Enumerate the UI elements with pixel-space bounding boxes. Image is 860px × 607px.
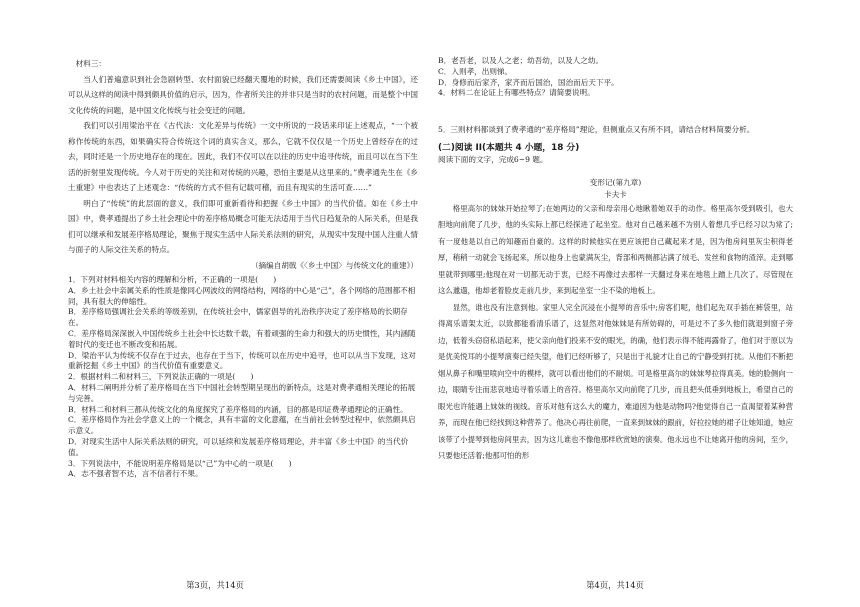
right-column <box>438 56 793 465</box>
story-author: 卡夫卡 <box>604 189 627 199</box>
question-2-option-b: B．材料二和材料三都从传统文化的角度探究了差序格局的内涵，目的都是印证费孝通理论的正确性。 <box>68 404 408 414</box>
question-1: 1．下列对材料相关内容的理解和分析，不正确的一项是( ) <box>68 275 277 284</box>
question-3: 3．下列说法中，不能说明差序格局是以“己”为中心的一项是( ) <box>68 458 292 468</box>
question-2-option-a: A．材料二阐明并分析了差序格局在当下中国社会转型期呈现出的新特点，这是对费孝通相关理论的拓展与完善。 <box>68 382 416 403</box>
question-3-option-a: A．志不强者智不达，言不信者行不果。 <box>68 469 203 479</box>
question-4: 4．材料二在论证上有哪些特点？请简要说明。 <box>438 88 595 98</box>
page-4 <box>430 0 860 607</box>
story-title: 变形记(第九章) <box>589 177 642 187</box>
story-paragraph-1: 格里高尔的妹妹开始拉琴了;在她两边的父亲和母亲用心地瞅着她双手的动作。格里高尔受到吸引，也大胆地向前爬了几步，他的头实际上都已经探进了起坐室。他对自己越来越不为别人着想几乎已经习以为常了;有一度他是以自己的知趣而自豪的。这样的时候他实在更应该把自己藏起来才是，因为他房间里灰尘积得老厚，稍稍一动就会飞扬起来，所以他身上也蒙满灰尘，背部和两侧都沾满了绒毛、发丝和食物的渣滓。走到哪里就带到哪里;他现在对一切都无动于衷，已经不再像过去那样一天翻过身来在地毯上蹭上几次了。尽管现在这么邋遢，他却老着脸皮走前几步，来到起坐室一尘不染的地板上。 <box>438 203 793 296</box>
left-column <box>68 56 418 480</box>
question-2: 2．根据材料二和材料三，下列说法正确的一项是( ) <box>68 372 254 382</box>
material-paragraph-3: 明白了“传统”的此层面的意义，我们即可重新看待和把握《乡土中国》的当代价值。如在《乡土中国》中，费孝通提出了乡土社会理论中的差序格局概念可能无法适用于当代日趋复杂的人际关系，但是我们可以继承和发展差序格局理论，聚焦于现实生活中人际关系法则的研究，从现实中发现中国人注重人情与面子的人际交往关系的特点。 <box>68 198 418 254</box>
question-2-option-c: C．差序格局作为社会学意义上的一个概念，具有丰富的文化意蕴，在当前社会转型过程中，依然颇具启示意义。 <box>68 415 416 436</box>
question-3-option-d: D．身修而后家齐，家齐而后国治，国治而后天下平。 <box>438 77 619 87</box>
question-1-option-c: C．差序格局深深嵌入中国传统乡土社会中长达数千载，有着顽强的生命力和强大的历史惯性，其内涵随着时代的变迁也不断改变和拓展。 <box>68 328 416 349</box>
material-title: 材料三： <box>75 59 106 68</box>
story-paragraph-2: 显然，谁也没有注意到他。家里人完全沉浸在小提琴的音乐中;房客们呢，他们起先双手插在裤袋里，站得离乐谱架太近，以致都能看清乐谱了，这显然对他妹妹是有所妨碍的，可是过不了多久他们就退到窗子旁边，低着头窃窃私语起来，使父亲向他们投来不安的眼光，的确，他们表示得不能再露骨了，他们对于原以为是优美悦耳的小提琴演奏已经失望，他们已经听够了，只是出于礼貌才让自己的宁静受到打扰。从他们不断把烟从鼻子和嘴里喷向空中的模样，就可以看出他们的不耐烦。可是格里高尔的妹妹琴拉得真美。她的脸侧向一边，眼睛专注而悲哀地追寻着乐谱上的音符。格里高尔又向前爬了几步，而且把头低垂到地板上，希望自己的眼光也许能遇上妹妹的视线。音乐对他有这么大的魔力，难道因为他是动物吗?他觉得自己一直渴望着某种营养，而现在他已经找到这种营养了。他决心再往前爬，一直来到妹妹的跟前，好拉拉她的裙子让她知道，她应该带了小提琴到他房间里去，因为这儿谁也不像他那样欣赏她的演奏。他永远也不让她离开他的房间，至少，只要他还活着;他那可怕的形 <box>438 302 793 461</box>
material-paragraph-2: 我们可以引用梁治平在《古代法：文化差异与传统》一文中所说的一段话来印证上述观点，“一个被称作传统的东西，如果确实符合传统这个词的真实含义，那么，它就不仅仅是一个历史上曾经存在的过去，同时还是一个历史地存在的现在。因此，我们不仅可以在以往的历史中追寻传统，而且可以在当下生活的折射里发现传统。今人对于历史的关注和对传统的兴趣，恐怕主要是从这里来的。”费孝通先生在《乡土重建》中也表达了上述观念：“传统的方式不但有记载可稽，而且有现实的生活可查……” <box>68 121 418 192</box>
question-5: 5．三则材料都谈到了费孝通的“差序格局”理论，但侧重点又有所不同，请结合材料简要分析。 <box>438 125 755 135</box>
question-1-option-d: D．梁治平认为传统不仅存在于过去，也存在于当下，传统可以在历史中追寻，也可以从当下发现，这对重新挖掘《乡土中国》的当代价值有重要意义。 <box>68 350 416 371</box>
material-source: （摘编自胡戟《〈乡土中国〉与传统文化的重建》） <box>250 260 418 270</box>
question-1-option-a: A．乡土社会中亲属关系的性质是像同心网波纹的网络结构，网络的中心是“己”，各个网络的范围都不相同，具有很大的伸缩性。 <box>68 285 416 306</box>
question-2-option-d: D．对现实生活中人际关系法则的研究，可以延续和发展差序格局理论，并丰富《乡土中国》的当代价值。 <box>68 436 409 457</box>
questions-block <box>68 275 418 480</box>
question-1-option-b: B．差序格局强调社会关系的等级差别，在传统社会中，儒家倡导的礼治秩序决定了差序格局的长期存在。 <box>68 307 408 328</box>
page-footer-4: 第4页，共14页 <box>586 580 644 590</box>
page-footer-3: 第3页，共14页 <box>186 580 244 590</box>
material-paragraph-1: 当人们普遍意识到社会急剧转型、农村面貌已经翻天覆地的时候，我们还需要阅读《乡土中国》，还可以从这样的阅读中得到颇具价值的启示，因为，作者所关注的并非只是当时的农村问题，而是整个中国文化传统的问题，是中国文化传统与社会变迁的问题。 <box>68 74 418 115</box>
question-3-option-b: B．老吾老，以及人之老；幼吾幼，以及人之幼。 <box>438 56 604 65</box>
section-title: (二)阅读 II(本题共 4 小题，18 分) <box>438 143 580 154</box>
section-instruction: 阅读下面的文字，完成6~9 题。 <box>438 155 548 165</box>
question-3-option-c: C．入则孝，出则悌。 <box>438 66 513 76</box>
